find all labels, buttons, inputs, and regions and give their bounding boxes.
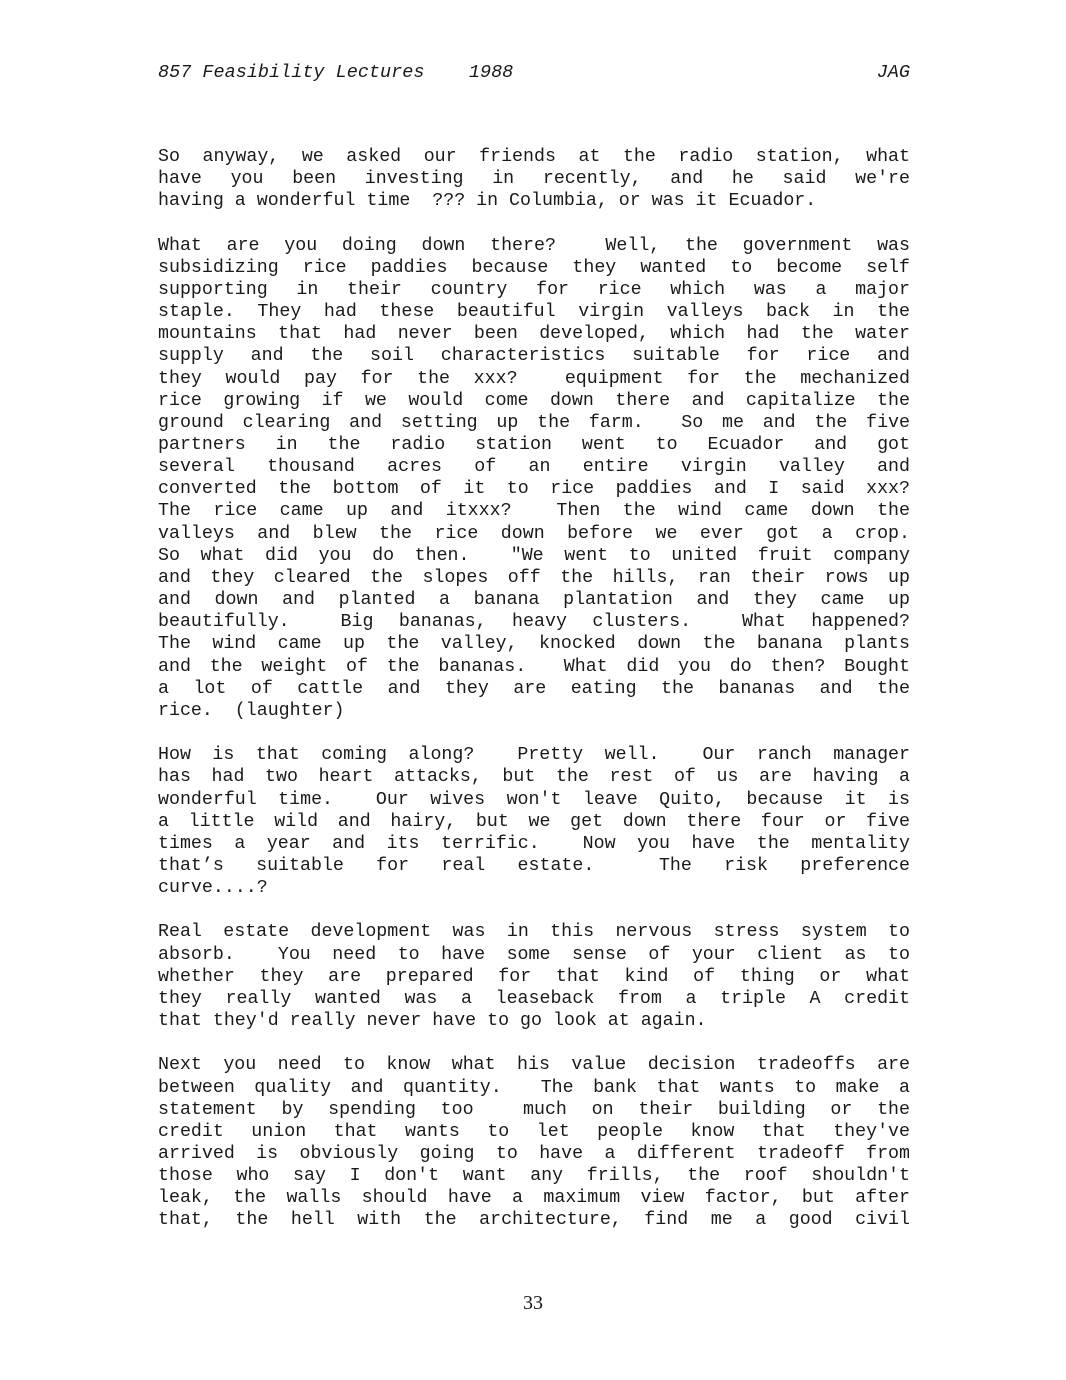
- text-line: and down and planted a banana plantation and they came up: [158, 590, 910, 611]
- text-line: and they cleared the slopes off the hills, ran their rows up: [158, 567, 910, 588]
- text-line: leak, the walls should have a maximum view factor, but after: [158, 1188, 910, 1209]
- text-line: wonderful time. Our wives won't leave Quito, because it is: [158, 789, 910, 810]
- text-line: a little wild and hairy, but we get down there four or five: [158, 811, 910, 832]
- text-line: a lot of cattle and they are eating the bananas and the: [158, 678, 910, 699]
- text-line: those who say I don't want any frills, the roof shouldn't: [158, 1166, 910, 1187]
- header-course: 857 Feasibility Lectures: [158, 62, 425, 83]
- text-line: beautifully. Big bananas, heavy clusters. What happened?: [158, 612, 910, 633]
- text-line: What are you doing down there? Well, the government was: [158, 235, 910, 256]
- text-line: statement by spending too much on their building or the: [158, 1099, 910, 1120]
- header-author: JAG: [876, 62, 910, 83]
- text-line: curve....?: [158, 878, 268, 899]
- text-line: that’s suitable for real estate. The risk preference: [158, 855, 910, 876]
- paragraph: [158, 744, 910, 899]
- text-line: ground clearing and setting up the farm. So me and the five: [158, 412, 910, 433]
- text-line: valleys and blew the rice down before we ever got a crop.: [158, 523, 910, 544]
- text-line: absorb. You need to have some sense of your client as to: [158, 944, 910, 965]
- paragraph: [158, 1054, 910, 1231]
- text-line: So what did you do then. "We went to united fruit company: [158, 545, 910, 566]
- page-number: 33: [523, 1292, 543, 1314]
- text-line: that they'd really never have to go look at again.: [158, 1011, 707, 1032]
- text-line: and the weight of the bananas. What did you do then? Bought: [158, 656, 910, 677]
- text-line: rice growing if we would come down there and capitalize the: [158, 390, 910, 411]
- text-line: several thousand acres of an entire virgin valley and: [158, 457, 910, 478]
- text-line: How is that coming along? Pretty well. Our ranch manager: [158, 745, 910, 766]
- running-header: [158, 62, 910, 88]
- text-line: partners in the radio station went to Ecuador and got: [158, 435, 910, 456]
- header-course-year: [158, 62, 513, 83]
- text-line: subsidizing rice paddies because they wanted to become self: [158, 257, 910, 278]
- text-line: Real estate development was in this nervous stress system to: [158, 922, 910, 943]
- text-line: The rice came up and itxxx? Then the wind came down the: [158, 501, 910, 522]
- text-line: has had two heart attacks, but the rest of us are having a: [158, 767, 910, 788]
- document-body: [158, 146, 910, 1254]
- text-line: between quality and quantity. The bank that wants to make a: [158, 1077, 910, 1098]
- paragraph: [158, 146, 910, 212]
- text-line: times a year and its terrific. Now you have the mentality: [158, 833, 910, 854]
- text-line: credit union that wants to let people know that they've: [158, 1121, 910, 1142]
- text-line: So anyway, we asked our friends at the radio station, what: [158, 147, 910, 167]
- text-line: they really wanted was a leaseback from a triple A credit: [158, 988, 910, 1009]
- header-year: 1988: [468, 62, 514, 83]
- text-line: that, the hell with the architecture, find me a good civil: [158, 1210, 910, 1231]
- text-line: mountains that had never been developed, which had the water: [158, 324, 910, 345]
- text-line: The wind came up the valley, knocked down the banana plants: [158, 634, 910, 655]
- text-line: have you been investing in recently, and he said we're: [158, 169, 910, 190]
- text-line: Next you need to know what his value decision tradeoffs are: [158, 1055, 910, 1076]
- text-line: rice. (laughter): [158, 700, 345, 721]
- text-line: arrived is obviously going to have a different tradeoff from: [158, 1143, 910, 1164]
- text-line: having a wonderful time ??? in Columbia, or was it Ecuador.: [158, 191, 817, 212]
- text-line: whether they are prepared for that kind of thing or what: [158, 966, 910, 987]
- text-line: staple. They had these beautiful virgin valleys back in the: [158, 302, 910, 323]
- paragraph: [158, 235, 910, 722]
- text-line: supply and the soil characteristics suitable for rice and: [158, 346, 910, 367]
- text-line: supporting in their country for rice which was a major: [158, 279, 910, 300]
- text-line: converted the bottom of it to rice paddies and I said xxx?: [158, 479, 910, 500]
- text-line: they would pay for the xxx? equipment for the mechanized: [158, 368, 910, 389]
- paragraph: [158, 921, 910, 1032]
